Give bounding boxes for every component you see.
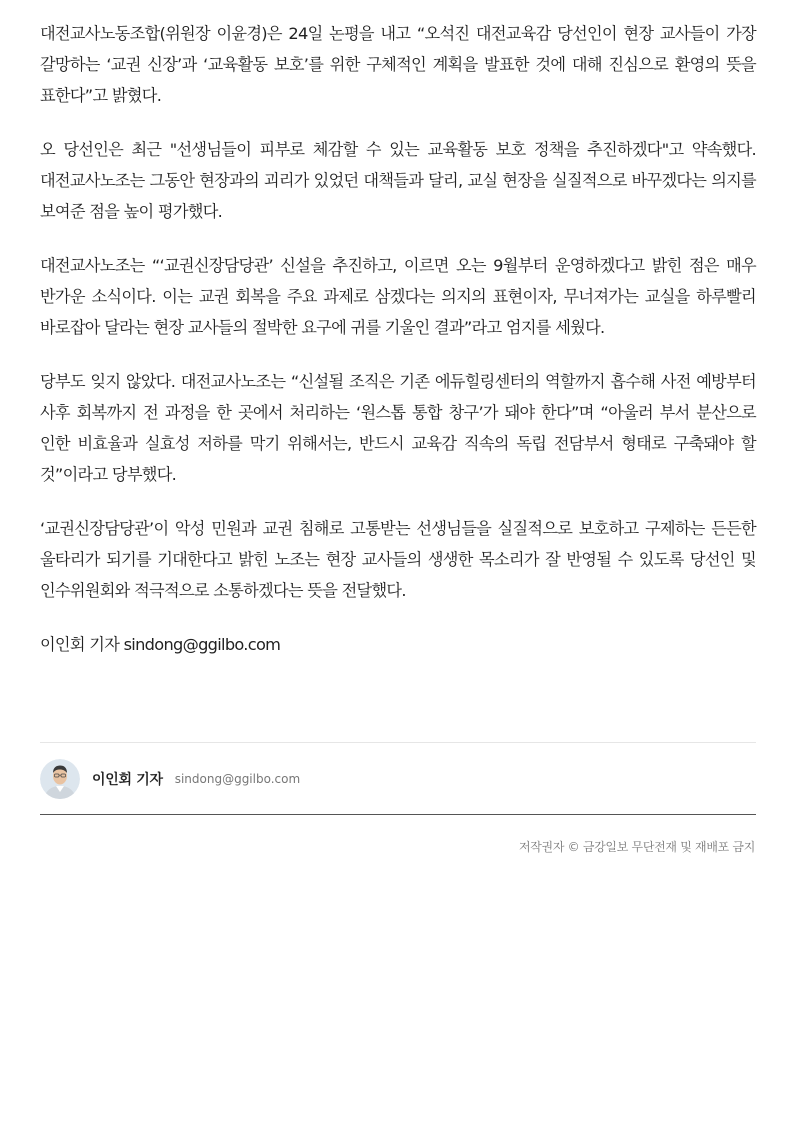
avatar-svg bbox=[40, 759, 80, 799]
reporter-photo-icon[interactable] bbox=[40, 759, 80, 799]
article-body bbox=[40, 18, 756, 660]
article-paragraph-2: 오 당선인은 최근 "선생님들이 피부로 체감할 수 있는 교육활동 보호 정책을 추진하겠다"고 약속했다. 대전교사노조는 그동안 현장과의 괴리가 있었던 대책들과 달리, 교실 현장을 실질적으로 바꾸겠다는 의지를 보여준 점을 높이 평가했다. bbox=[40, 140, 756, 221]
article-paragraph-1: 대전교사노동조합(위원장 이윤경)은 24일 논평을 내고 “오석진 대전교육감 당선인이 현장 교사들이 가장 갈망하는 ‘교권 신장’과 ‘교육활동 보호’를 위한 구체적인 계획을 발표한 것에 대해 진심으로 환영의 뜻을 표한다”고 밝혔다. bbox=[40, 24, 756, 105]
article-paragraph-3: 대전교사노조는 “‘교권신장담당관’ 신설을 추진하고, 이르면 오는 9월부터 운영하겠다고 밝힌 점은 매우 반가운 소식이다. 이는 교권 회복을 주요 과제로 삼겠다는 의지의 표현이자, 무너져가는 교실을 하루빨리 바로잡아 달라는 현장 교사들의 절박한 요구에 귀를 기울인 결과”라고 엄지를 세웠다. bbox=[40, 256, 756, 337]
article-paragraph-5: ‘교권신장담당관’이 악성 민원과 교권 침해로 고통받는 선생님들을 실질적으로 보호하고 구제하는 든든한 울타리가 되기를 기대한다고 밝힌 노조는 현장 교사들의 생생한 목소리가 잘 반영될 수 있도록 당선인 및 인수위원회와 적극적으로 소통하겠다는 뜻을 전달했다. bbox=[40, 519, 756, 600]
author-email[interactable]: sindong@ggilbo.com bbox=[174, 771, 301, 786]
article-paragraph-4: 당부도 잊지 않았다. 대전교사노조는 “신설될 조직은 기존 에듀힐링센터의 역할까지 흡수해 사전 예방부터 사후 회복까지 전 과정을 한 곳에서 처리하는 ‘원스톱 통합 창구’가 돼야 한다”며 “아울러 부서 분산으로 인한 비효율과 실효성 저하를 막기 위해서는, 반드시 교육감 직속의 독립 전담부서 형태로 구축돼야 할 것”이라고 당부했다. bbox=[40, 372, 756, 484]
author-name[interactable]: 이인회 기자 bbox=[92, 771, 163, 788]
article-byline: 이인회 기자 sindong@ggilbo.com bbox=[40, 635, 281, 654]
author-box bbox=[40, 742, 756, 815]
copyright-notice: 저작권자 © 금강일보 무단전재 및 재배포 금지 bbox=[518, 840, 755, 854]
